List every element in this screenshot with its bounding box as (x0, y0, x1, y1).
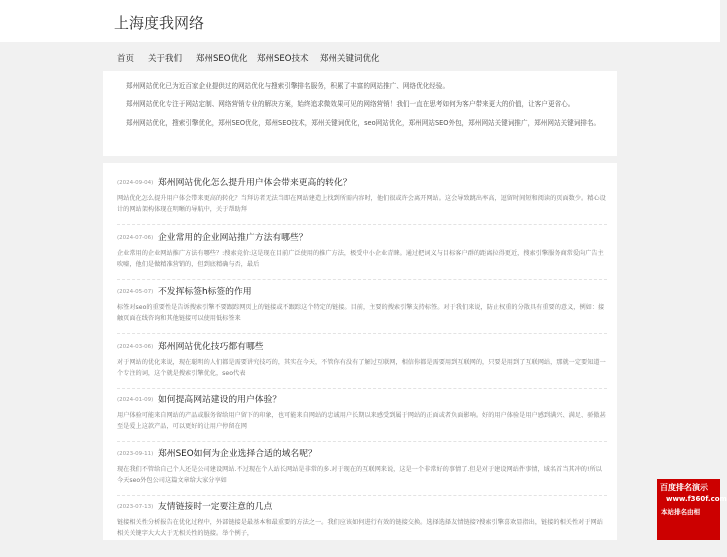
badge-title: 百度排名演示 (660, 483, 708, 492)
intro-paragraph: 郑州网站优化已为近百家企业提供过的网站优化与搜索引擎排名服务，积累了丰富的网站推广、网络优化经验。 (126, 82, 450, 90)
article-summary: 对于网站的优化来说，现在聪明的人们都是需要讲究技巧的，其实在今天，不管你有没有了解过互联网，相信你都是需要用到互联网的，只要是用到了互联网站，那就一定要知道一个专注的词，这个就是搜索引擎优化，seo代表 (117, 359, 606, 377)
ranking-demo-badge[interactable] (657, 479, 727, 540)
main-nav (0, 42, 720, 72)
list-item (103, 233, 617, 288)
list-item (103, 178, 617, 233)
list-item (103, 502, 617, 557)
divider (117, 441, 607, 442)
divider (117, 333, 607, 334)
list-item (103, 342, 617, 397)
site-title[interactable]: 上海度我网络 (114, 14, 205, 32)
site-header (0, 0, 720, 42)
badge-note: 本站排名由相 (661, 508, 700, 516)
article-date: (2024-03-06) (117, 344, 154, 350)
divider (117, 224, 607, 225)
divider (117, 279, 607, 280)
article-title-link[interactable]: 友情链接时一定要注意的几点 (158, 502, 273, 512)
list-item (103, 449, 617, 504)
article-date: (2023-07-13) (117, 504, 154, 510)
article-summary: 链接相关性分析报告在优化过程中，外部链接是最基本和最重要的方法之一。我们应该如何进行有效的链接交换。选择选择友情链接?搜索引擎喜欢显指出，链接的相关性对于网站相关关键字大大大于无相关性的链接。举个例子， (117, 519, 603, 537)
article-date: (2024-07-06) (117, 235, 154, 241)
nav-item-seo-optimization[interactable]: 郑州SEO优化 (196, 54, 248, 64)
intro-paragraph: 郑州网站优化专注于网站定制、网络营销专业的解决方案，始终追求微效果可见的网络营销！我们一直在思考如何为客户带来更大的价值，让客户更省心。 (126, 100, 575, 108)
nav-item-home[interactable]: 首页 (117, 54, 135, 64)
article-date: (2024-09-04) (117, 180, 154, 186)
article-list (103, 163, 617, 540)
article-summary: 标签对seo的重要性是告诉搜索引擎不要跟踪网页上的链接或不跟踪这个特定的链接。目前，主要的搜索引擎支持标签。对于我们来说，防止权重的分散具有重要的意义，例如：接触页面在线咨询和其他链接可以使用低标签来 (117, 304, 605, 322)
article-title-link[interactable]: 如何提高网站建设的用户体验？ (158, 395, 282, 405)
list-item (103, 287, 617, 342)
article-date: (2023-09-11) (117, 451, 154, 457)
list-item (103, 395, 617, 450)
divider (117, 495, 607, 496)
badge-url: www.f360f.com (666, 495, 727, 503)
article-summary: 现在我们不管给自己个人还是公司建设网站.不过现在个人站长网站是非常的多.对于现在的互联网来说，这是一个非常好的事情了.但是对于建设网站件事情，域名首当其冲的!所以今天seo外包公司这篇文章给大家分享如 (117, 466, 602, 484)
nav-item-seo-technology[interactable]: 郑州SEO技术 (257, 54, 309, 64)
article-date: (2024-01-09) (117, 397, 154, 403)
nav-item-about[interactable]: 关于我们 (148, 54, 183, 64)
article-title-link[interactable]: 企业常用的企业网站推广方法有哪些？ (158, 233, 308, 243)
article-summary: 企业常用的企业网站推广方法有哪些？:搜索竞价:这是现在目前广泛使用的推广方法，极受中小企业青睐。通过把词义与目标客户群的距离拉得更近，搜索引擎服务商常爱向广告主吹嘘，他们是做精准营销的，但到底精确与否，最后 (117, 250, 604, 268)
nav-item-keyword-optimization[interactable]: 郑州关键词优化 (320, 54, 380, 64)
intro-panel (103, 71, 617, 156)
article-title-link[interactable]: 不发挥标签h标签的作用 (158, 287, 252, 297)
divider (117, 388, 607, 389)
intro-paragraph: 郑州网站优化，搜索引擎优化，郑州SEO优化，郑州SEO技术，郑州关键词优化，seo网站优化，郑州网站SEO外包，郑州网站关键词推广，郑州网站关键词排名。 (126, 119, 601, 127)
article-title-link[interactable]: 郑州网站优化技巧都有哪些 (158, 342, 264, 352)
article-title-link[interactable]: 郑州网站优化怎么提升用户体会带来更高的转化？ (158, 178, 352, 188)
article-title-link[interactable]: 郑州SEO如何为企业选择合适的域名呢？ (158, 449, 317, 459)
article-summary: 网站优化怎么提升用户体会带来更高的转化？当拜访者无法当即在网站建造上找到所需内容时，他们很或许会离开网站。这会导致跳出率高，逗留时间短和阅读的页面数少。精心设计的网站架构体现在明晰的导航中，关于帮助拜 (117, 195, 606, 213)
article-summary: 用户体验可能来自网站的产品或服务留给用户留下的印象，也可能来自网站的忠诚用户长期以来感受到属于网站的正面或者负面影响。好的用户体验是用户感到满兴、满足、骄傲甚至是爱上这款产品，可以更好的让用户停留在网 (117, 412, 606, 430)
article-date: (2024-05-07) (117, 289, 154, 295)
